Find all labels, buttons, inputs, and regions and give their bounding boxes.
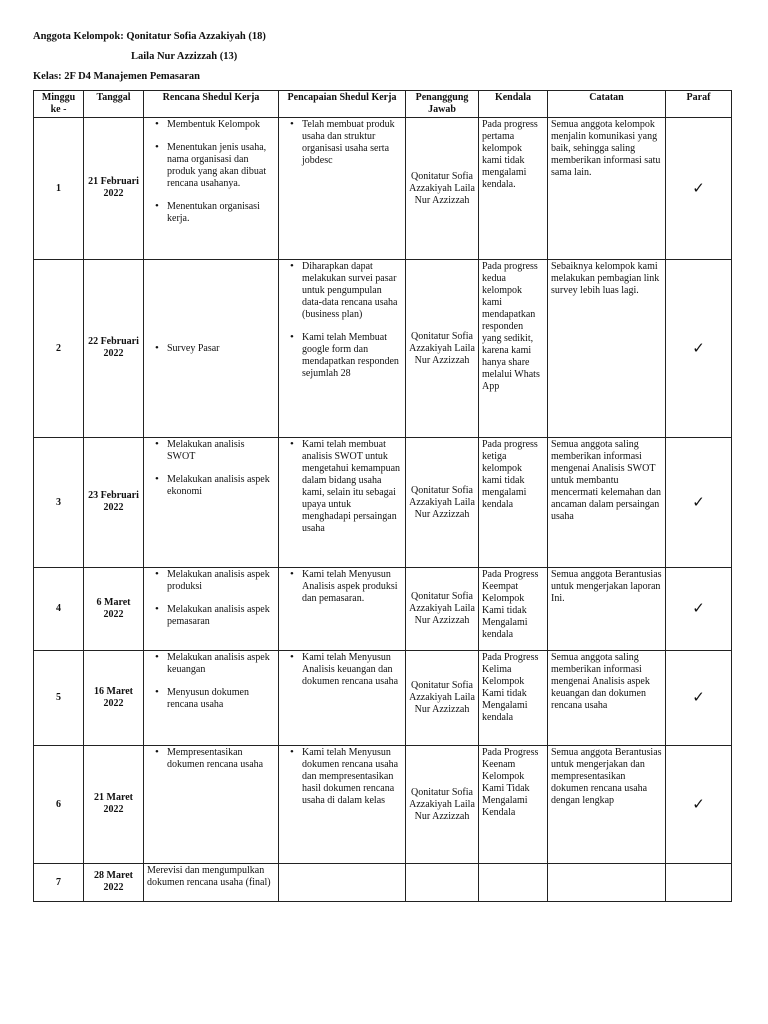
achievement-item: • Kami telah Membuat google form dan mendapatkan responden sejumlah 28 <box>302 332 402 380</box>
plan-cell <box>144 651 279 746</box>
plan-list <box>147 119 275 225</box>
group-members-line: Anggota Kelompok: Qonitatur Sofia Azzakiyah (18) <box>33 31 266 42</box>
plan-list <box>147 652 275 711</box>
notes-cell: Sebaiknya kelompok kami melakukan pembagian link survey lebih luas lagi. <box>548 260 666 438</box>
col-header-date: Tanggal <box>84 91 144 118</box>
date-cell: 21 Maret 2022 <box>84 746 144 864</box>
notes-cell: Semua anggota kelompok menjalin komunikasi yang baik, sehingga saling memberikan informasi satu sama lain. <box>548 118 666 260</box>
achievement-list <box>282 652 402 688</box>
obstacle-cell: Pada Progress Keempat Kelompok Kami tidak Mengalami kendala <box>479 568 548 651</box>
table-row <box>34 438 732 568</box>
plan-item: • Mempresentasikan dokumen rencana usaha <box>167 747 275 771</box>
achievement-list <box>282 261 402 380</box>
notes-cell: Semua anggota saling memberikan informasi mengenai Analisis aspek keuangan dan dokumen rencana usaha <box>548 651 666 746</box>
plan-item: • Membentuk Kelompok <box>167 119 275 131</box>
date-cell: 21 Februari 2022 <box>84 118 144 260</box>
notes-cell: Semua anggota saling memberikan informasi mengenai Analisis SWOT untuk membantu mencermati kelemahan dan ancaman dalam persaingan usaha <box>548 438 666 568</box>
obstacle-cell: Pada progress ketiga kelompok kami tidak mengalami kendala <box>479 438 548 568</box>
achievement-cell <box>279 118 406 260</box>
week-cell: 6 <box>34 746 84 864</box>
notes-cell: Semua anggota Berantusias untuk mengerjakan dan mempresentasikan dokumen rencana usaha dengan lengkap <box>548 746 666 864</box>
obstacle-cell: Pada Progress Kelima Kelompok Kami tidak Mengalami kendala <box>479 651 548 746</box>
paraf-checkmark: ✓ <box>666 260 732 438</box>
paraf-checkmark <box>666 864 732 902</box>
achievement-list <box>282 119 402 167</box>
achievement-list <box>282 439 402 535</box>
plan-cell <box>144 438 279 568</box>
table-row <box>34 118 732 260</box>
paraf-checkmark: ✓ <box>666 568 732 651</box>
date-cell: 23 Februari 2022 <box>84 438 144 568</box>
notes-cell: Semua anggota Berantusias untuk mengerjakan laporan Ini. <box>548 568 666 651</box>
achievement-cell <box>279 651 406 746</box>
achievement-cell <box>279 864 406 902</box>
plan-cell <box>144 568 279 651</box>
paraf-checkmark: ✓ <box>666 438 732 568</box>
pj-cell: Qonitatur Sofia Azzakiyah Laila Nur Azzizzah <box>406 746 479 864</box>
work-schedule-table <box>33 90 732 902</box>
pj-cell <box>406 864 479 902</box>
date-cell: 28 Maret 2022 <box>84 864 144 902</box>
plan-item: • Survey Pasar <box>167 343 275 355</box>
achievement-item: • Diharapkan dapat melakukan survei pasar untuk pengumpulan data-data rencana usaha (business plan) <box>302 261 402 321</box>
plan-list <box>147 569 275 628</box>
plan-item: • Melakukan analisis SWOT <box>167 439 275 463</box>
notes-cell <box>548 864 666 902</box>
plan-cell <box>144 260 279 438</box>
plan-cell: Merevisi dan mengumpulkan dokumen rencana usaha (final) <box>144 864 279 902</box>
date-cell: 22 Februari 2022 <box>84 260 144 438</box>
obstacle-cell: Pada progress kedua kelompok kami mendapatkan responden yang sedikit, karena kami hanya share melalui Whats App <box>479 260 548 438</box>
week-cell: 2 <box>34 260 84 438</box>
plan-list <box>147 439 275 498</box>
pj-cell: Qonitatur Sofia Azzakiyah Laila Nur Azzizzah <box>406 118 479 260</box>
paraf-checkmark: ✓ <box>666 746 732 864</box>
achievement-cell <box>279 438 406 568</box>
achievement-list <box>282 569 402 605</box>
obstacle-cell: Pada progress pertama kelompok kami tidak mengalami kendala. <box>479 118 548 260</box>
plan-item: • Menentukan organisasi kerja. <box>167 201 275 225</box>
date-cell: 16 Maret 2022 <box>84 651 144 746</box>
achievement-item: • Kami telah Menyusun Analisis keuangan dan dokumen rencana usaha <box>302 652 402 688</box>
week-cell: 4 <box>34 568 84 651</box>
achievement-item: • Kami telah Menyusun Analisis aspek produksi dan pemasaran. <box>302 569 402 605</box>
paraf-checkmark: ✓ <box>666 651 732 746</box>
col-header-paraf: Paraf <box>666 91 732 118</box>
plan-list <box>147 747 275 771</box>
group-member-2-line: Laila Nur Azzizzah (13) <box>131 51 238 62</box>
week-cell: 1 <box>34 118 84 260</box>
col-header-obstacle: Kendala <box>479 91 548 118</box>
table-header-row <box>34 91 732 118</box>
paraf-checkmark: ✓ <box>666 118 732 260</box>
plan-item: • Menyusun dokumen rencana usaha <box>167 687 275 711</box>
achievement-cell <box>279 746 406 864</box>
col-header-week: Minggu ke - <box>34 91 84 118</box>
table-row <box>34 864 732 902</box>
achievement-list <box>282 747 402 807</box>
achievement-item: • Kami telah Menyusun dokumen rencana usaha dan mempresentasikan hasil dokumen rencana usaha di dalam kelas <box>302 747 402 807</box>
plan-list <box>147 343 275 355</box>
col-header-plan: Rencana Shedul Kerja <box>144 91 279 118</box>
class-line: Kelas: 2F D4 Manajemen Pemasaran <box>33 71 200 82</box>
pj-cell: Qonitatur Sofia Azzakiyah Laila Nur Azzizzah <box>406 568 479 651</box>
table-row <box>34 568 732 651</box>
achievement-item: • Kami telah membuat analisis SWOT untuk mengetahui kemampuan dalam bidang usaha kami, selain itu sebagai upaya untuk menghadapi persaingan usaha <box>302 439 402 535</box>
col-header-achievement: Pencapaian Shedul Kerja <box>279 91 406 118</box>
pj-cell: Qonitatur Sofia Azzakiyah Laila Nur Azzizzah <box>406 651 479 746</box>
week-cell: 5 <box>34 651 84 746</box>
achievement-cell <box>279 260 406 438</box>
plan-cell <box>144 746 279 864</box>
plan-item: • Melakukan analisis aspek pemasaran <box>167 604 275 628</box>
table-row <box>34 746 732 864</box>
table-row <box>34 260 732 438</box>
obstacle-cell <box>479 864 548 902</box>
achievement-item: • Telah membuat produk usaha dan struktur organisasi usaha serta jobdesc <box>302 119 402 167</box>
date-cell: 6 Maret 2022 <box>84 568 144 651</box>
col-header-pj: Penanggung Jawab <box>406 91 479 118</box>
week-cell: 7 <box>34 864 84 902</box>
achievement-cell <box>279 568 406 651</box>
plan-item: • Melakukan analisis aspek ekonomi <box>167 474 275 498</box>
obstacle-cell: Pada Progress Keenam Kelompok Kami Tidak Mengalami Kendala <box>479 746 548 864</box>
pj-cell: Qonitatur Sofia Azzakiyah Laila Nur Azzizzah <box>406 260 479 438</box>
pj-cell: Qonitatur Sofia Azzakiyah Laila Nur Azzizzah <box>406 438 479 568</box>
plan-cell <box>144 118 279 260</box>
plan-item: • Melakukan analisis aspek produksi <box>167 569 275 593</box>
col-header-notes: Catatan <box>548 91 666 118</box>
table-row <box>34 651 732 746</box>
plan-item: • Menentukan jenis usaha, nama organisasi dan produk yang akan dibuat rencana usahanya. <box>167 142 275 190</box>
week-cell: 3 <box>34 438 84 568</box>
plan-item: • Melakukan analisis aspek keuangan <box>167 652 275 676</box>
